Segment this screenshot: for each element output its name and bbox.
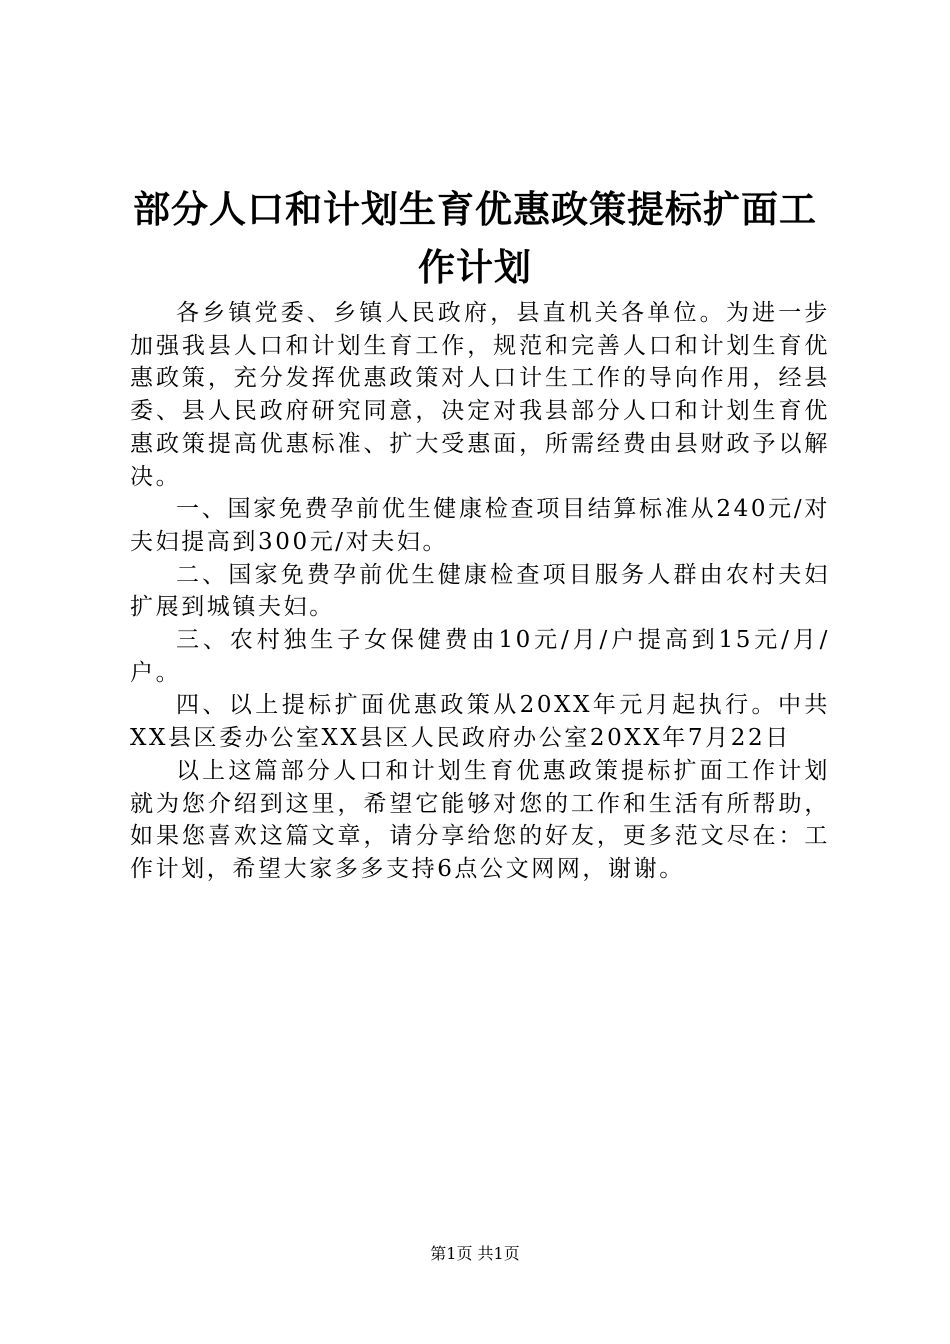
paragraph-intro: 各乡镇党委、乡镇人民政府，县直机关各单位。为进一步加强我县人口和计划生育工作，规范和完善人口和计划生育优惠政策，充分发挥优惠政策对人口计生工作的导向作用，经县委、县人民政府研究同意，决定对我县部分人口和计划生育优惠政策提高优惠标准、扩大受惠面，所需经费由县财政予以解决。	[130, 300, 830, 490]
paragraph-item-1: 一、国家免费孕前优生健康检查项目结算标准从240元/对夫妇提高到300元/对夫妇。	[130, 496, 830, 555]
paragraph-item-2: 二、国家免费孕前优生健康检查项目服务人群由农村夫妇扩展到城镇夫妇。	[130, 561, 830, 621]
paragraph-item-3: 三、农村独生子女保健费由10元/月/户提高到15元/月/户。	[130, 627, 830, 686]
page-footer: 第1页 共1页	[430, 1244, 520, 1263]
document-title: 部分人口和计划生育优惠政策提标扩面工作计划	[133, 187, 817, 289]
document-body	[130, 297, 830, 886]
paragraph-item-4: 四、以上提标扩面优惠政策从20XX年元月起执行。中共XX县区委办公室XX县区人民政府办公室20XX年7月22日	[130, 692, 830, 752]
paragraph-closing: 以上这篇部分人口和计划生育优惠政策提标扩面工作计划就为您介绍到这里，希望它能够对您的工作和生活有所帮助，如果您喜欢这篇文章，请分享给您的好友，更多范文尽在：工作计划，希望大家多多支持6点公文网网，谢谢。	[130, 757, 830, 882]
